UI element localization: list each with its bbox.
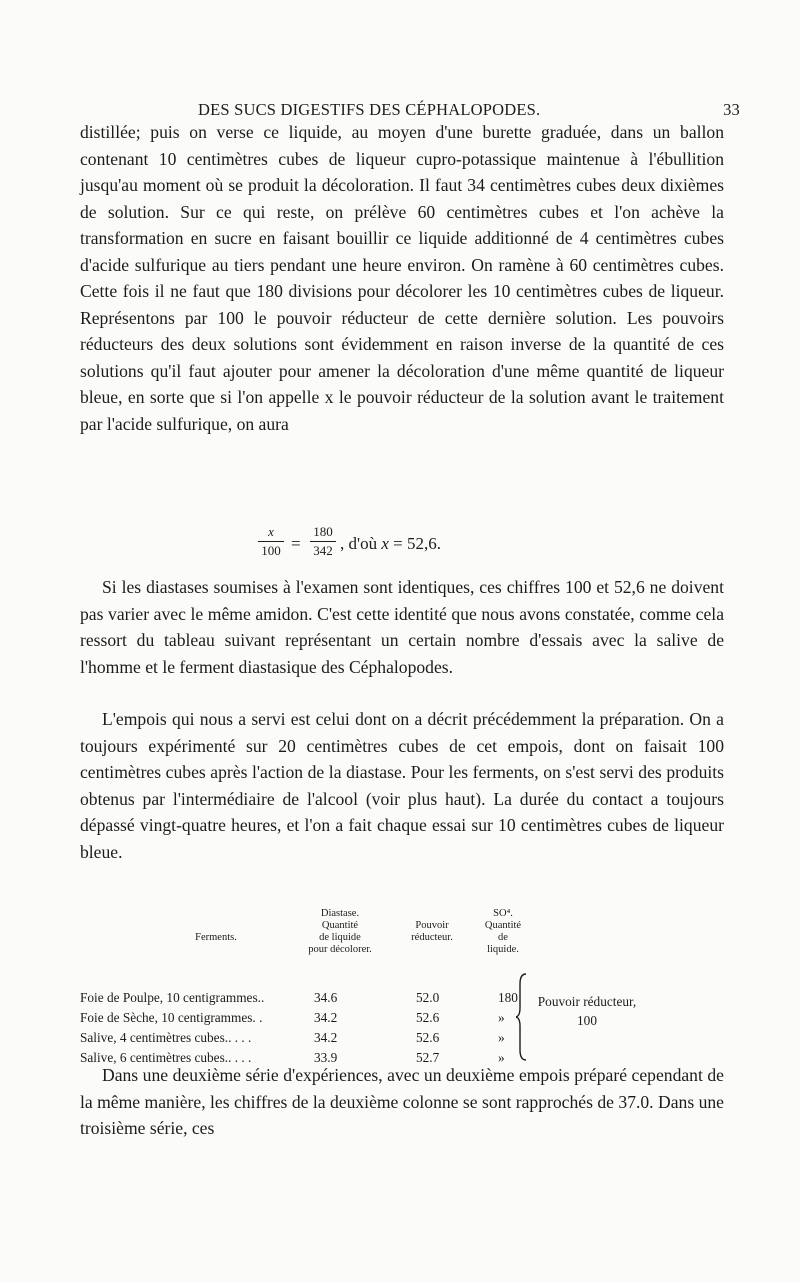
fraction-numerator: 180 [313, 524, 333, 539]
row-pouvoir: 52.6 [416, 1030, 440, 1045]
paragraph-4 [80, 1062, 724, 1142]
fraction-x-over-100 [258, 525, 284, 558]
row-name: Salive, 6 centimètres cubes.. . . . [80, 1050, 252, 1065]
row-diastase: 34.2 [314, 1030, 338, 1045]
row-diastase: 34.2 [314, 1010, 338, 1025]
fraction-denominator: 100 [261, 543, 281, 558]
row-so4: » [498, 1050, 505, 1065]
row-pouvoir: 52.6 [416, 1010, 440, 1025]
table-row [80, 1030, 720, 1050]
fraction-180-over-342 [310, 525, 336, 558]
paragraph-2-text: Si les diastases soumises à l'examen sont identiques, ces chiffres 100 et 52,6 ne doivent pas varier avec le même amidon. C'est cette identité que nous avons constatée, comme cela ressort du tableau suivant représentant un certain nombre d'essais avec la salive de l'homme et le ferment diastasique des Céphalopodes. [80, 577, 724, 677]
row-name: Salive, 4 centimètres cubes.. . . . [80, 1030, 252, 1045]
paragraph-3-text: L'empois qui nous a servi est celui dont on a décrit précédemment la préparation. On a toujours expérimenté sur 20 centimètres cubes de cet empois, dont on faisait 100 centimètres cubes après l'action de la diastase. Pour les ferments, on s'est servi des produits obtenus par l'intermédiaire de l'alcool (voir plus haut). La durée du contact a toujours dépassé vingt-quatre heures, et l'on a fait chaque essai sur 10 centimètres cubes de liqueur bleue. [80, 709, 724, 862]
fraction-numerator: x [268, 524, 274, 539]
formula-result [340, 534, 441, 554]
row-so4: 180 [498, 990, 518, 1005]
fraction-bar [258, 541, 284, 542]
table-note [528, 992, 646, 1030]
results-table [80, 906, 720, 1065]
formula-value: = 52,6. [388, 534, 441, 553]
fraction-bar [310, 541, 336, 542]
row-pouvoir: 52.7 [416, 1050, 440, 1065]
row-so4: » [498, 1030, 505, 1045]
header-pouvoir: Pouvoir réducteur. [411, 920, 453, 943]
header-ferments: Ferments. [195, 932, 237, 943]
note-line-2: 100 [577, 1013, 597, 1028]
page-number: 33 [723, 100, 740, 119]
header-so4: SO⁴. Quantité de liquide. [484, 908, 522, 955]
equals-sign: = [291, 534, 301, 553]
note-line-1: Pouvoir réducteur, [537, 994, 637, 1009]
paragraph-3 [80, 706, 724, 865]
paragraph-4-text: Dans une deuxième série d'expériences, avec un deuxième empois préparé cependant de la même manière, les chiffres de la deuxième colonne se sont rapprochés de 37.0. Dans une troisième série, ces [80, 1065, 724, 1138]
row-pouvoir: 52.0 [416, 990, 440, 1005]
row-name: Foie de Sèche, 10 centigrammes. . [80, 1010, 263, 1025]
paragraph-1: distillée; puis on verse ce liquide, au moyen d'une burette graduée, dans un ballon contenant 10 centimètres cubes de liqueur cupro-potassique maintenue à l'ébullition jusqu'au moment où se produit la décoloration. Il faut 34 centimètres cubes deux dixièmes de solution. Sur ce qui reste, on prélève 60 centimètres cubes et l'on achève la transformation en sucre en faisant bouillir ce liquide additionné de 4 centimètres cubes d'acide sulfurique au tiers pendant une heure environ. On ramène à 60 centimètres cubes. Cette fois il ne faut que 180 divisions pour décolorer les 10 centimètres cubes de liqueur. Représentons par 100 le pouvoir réducteur de cette dernière solution. Les pouvoirs réducteurs des deux solutions sont évidemment en raison inverse de la quantité de ces solutions qu'il faut ajouter pour amener la décoloration d'une même quantité de liqueur bleue, en sorte que si l'on appelle x le pouvoir réducteur de la solution avant le traitement par l'acide sulfurique, on aura [80, 122, 724, 434]
fraction-denominator: 342 [313, 543, 333, 558]
formula-variable: x [381, 534, 389, 553]
header-diastase: Diastase. Quantité de liquide pour décolorer. [308, 908, 372, 955]
paragraph-2 [80, 574, 724, 680]
row-diastase: 34.6 [314, 990, 338, 1005]
formula [258, 520, 558, 570]
row-diastase: 33.9 [314, 1050, 338, 1065]
formula-text: , d'où [340, 534, 382, 553]
running-title: DES SUCS DIGESTIFS DES CÉPHALOPODES. [198, 100, 541, 119]
row-so4: » [498, 1010, 505, 1025]
row-name: Foie de Poulpe, 10 centigrammes.. [80, 990, 265, 1005]
